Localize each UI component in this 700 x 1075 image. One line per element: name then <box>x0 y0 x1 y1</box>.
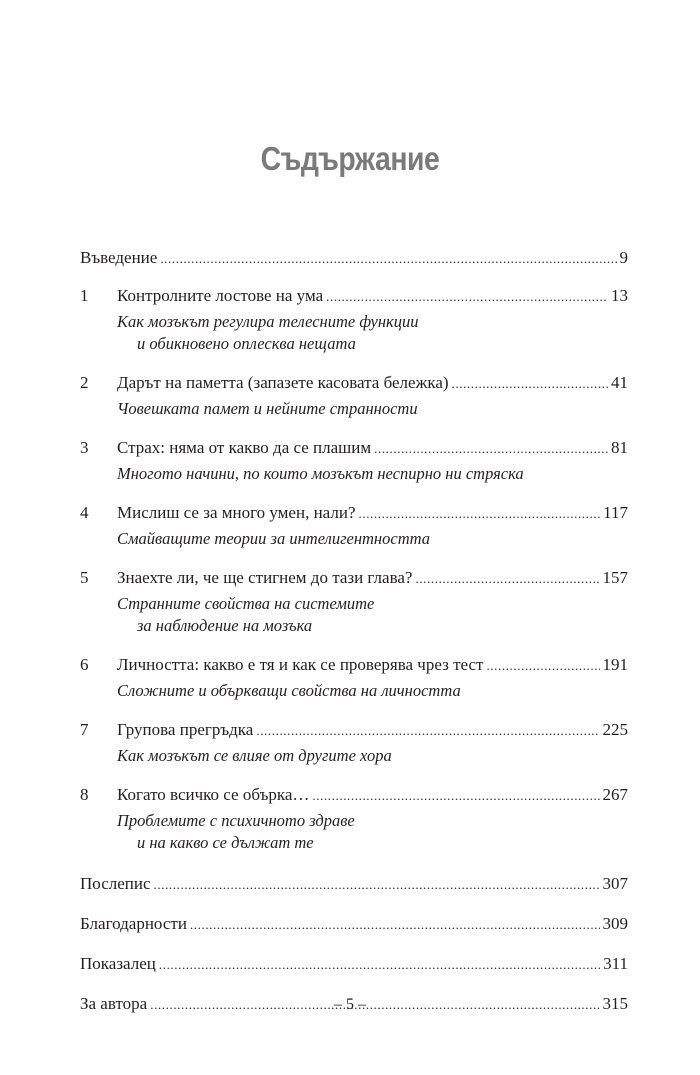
toc-line <box>80 286 628 306</box>
entry-title: Послепис <box>80 874 151 893</box>
dot-leader <box>374 438 608 459</box>
chapter-number: 2 <box>80 373 89 392</box>
dot-leader <box>452 373 608 394</box>
chapter-number: 6 <box>80 655 89 674</box>
subtitle-line: Странните свойства на системите <box>117 594 375 613</box>
chapter-number: 3 <box>80 438 89 457</box>
toc-line <box>80 914 628 934</box>
subtitle-line: Многото начини, по които мозъкът неспирно ни стряска <box>117 464 524 483</box>
entry-page-number: 191 <box>602 655 628 674</box>
subtitle-line: и обикновено оплесква нещата <box>137 334 356 353</box>
entry-subtitle <box>80 311 628 355</box>
page-number: – 5 – <box>334 996 366 1013</box>
table-of-contents <box>80 248 628 1014</box>
toc-entry <box>80 785 628 854</box>
dot-leader <box>312 785 599 806</box>
entry-subtitle <box>80 745 628 767</box>
subtitle-line: Сложните и объркващи свойства на личността <box>117 681 461 700</box>
entry-title: Благодарности <box>80 914 187 933</box>
dot-leader <box>190 914 600 935</box>
toc-entry <box>80 954 628 974</box>
subtitle-line: Как мозъкът регулира телесните функции <box>117 312 419 331</box>
chapter-number: 8 <box>80 785 89 804</box>
chapter-number: 7 <box>80 720 89 739</box>
entry-page-number: 157 <box>602 568 628 587</box>
subtitle-line: за наблюдение на мозъка <box>137 616 313 635</box>
entry-subtitle <box>80 398 628 420</box>
entry-subtitle <box>80 593 628 637</box>
toc-line <box>80 874 628 894</box>
entry-title: Знаехте ли, че ще стигнем до тази глава? <box>117 568 413 587</box>
subtitle-line: Смайващите теории за интелигентността <box>117 529 430 548</box>
entry-page-number: 309 <box>602 914 628 933</box>
dot-leader <box>415 568 599 589</box>
entry-title: Личността: какво е тя и как се проверява чрез тест <box>117 655 484 674</box>
entry-title: Страх: няма от какво да се плашим <box>117 438 372 457</box>
subtitle-line: Човешката памет и нейните странности <box>117 399 418 418</box>
dot-leader <box>160 248 616 269</box>
toc-entry <box>80 503 628 550</box>
subtitle-line: Проблемите с психичното здраве <box>117 811 355 830</box>
entry-title: Групова прегръдка <box>117 720 254 739</box>
entry-page-number: 117 <box>603 503 628 522</box>
toc-line <box>80 373 628 393</box>
toc-entry <box>80 286 628 355</box>
toc-entry <box>80 874 628 894</box>
chapter-number: 4 <box>80 503 89 522</box>
dot-leader <box>159 954 600 975</box>
toc-line <box>80 503 628 523</box>
toc-line <box>80 655 628 675</box>
toc-entry <box>80 720 628 767</box>
entry-page-number: 41 <box>611 373 628 392</box>
toc-line <box>80 785 628 805</box>
entry-title: Дарът на паметта (запазете касовата бележка) <box>117 373 449 392</box>
entry-page-number: 315 <box>602 994 628 1013</box>
page-title: Съдържание <box>260 140 440 177</box>
entry-subtitle <box>80 463 628 485</box>
entry-page-number: 225 <box>602 720 628 739</box>
subtitle-line: и на какво се дължат те <box>137 833 314 852</box>
entry-title: За автора <box>80 994 148 1013</box>
entry-page-number: 311 <box>603 954 628 973</box>
entry-page-number: 267 <box>602 785 628 804</box>
dot-leader <box>326 286 608 307</box>
entry-subtitle <box>80 528 628 550</box>
entry-title: Когато всичко се обърка… <box>117 785 310 804</box>
toc-line <box>80 568 628 588</box>
dot-leader <box>256 720 599 741</box>
entry-subtitle <box>80 680 628 702</box>
entry-page-number: 9 <box>619 248 628 267</box>
entry-title: Контролните лостове на ума <box>117 286 324 305</box>
toc-entry <box>80 373 628 420</box>
entry-page-number: 81 <box>611 438 628 457</box>
dot-leader <box>154 874 600 895</box>
toc-entry <box>80 438 628 485</box>
toc-entry <box>80 655 628 702</box>
dot-leader <box>359 503 601 524</box>
toc-line <box>80 438 628 458</box>
subtitle-line: Как мозъкът се влияе от другите хора <box>117 746 392 765</box>
entry-page-number: 13 <box>611 286 628 305</box>
chapter-number: 5 <box>80 568 89 587</box>
toc-line <box>80 954 628 974</box>
toc-entry <box>80 248 628 268</box>
toc-line <box>80 248 628 268</box>
toc-entry <box>80 914 628 934</box>
chapter-number: 1 <box>80 286 89 305</box>
toc-line <box>80 720 628 740</box>
entry-title: Мислиш се за много умен, нали? <box>117 503 356 522</box>
entry-title: Въведение <box>80 248 158 267</box>
toc-entry <box>80 568 628 637</box>
entry-subtitle <box>80 810 628 854</box>
dot-leader <box>486 655 599 676</box>
entry-title: Показалец <box>80 954 156 973</box>
entry-page-number: 307 <box>602 874 628 893</box>
